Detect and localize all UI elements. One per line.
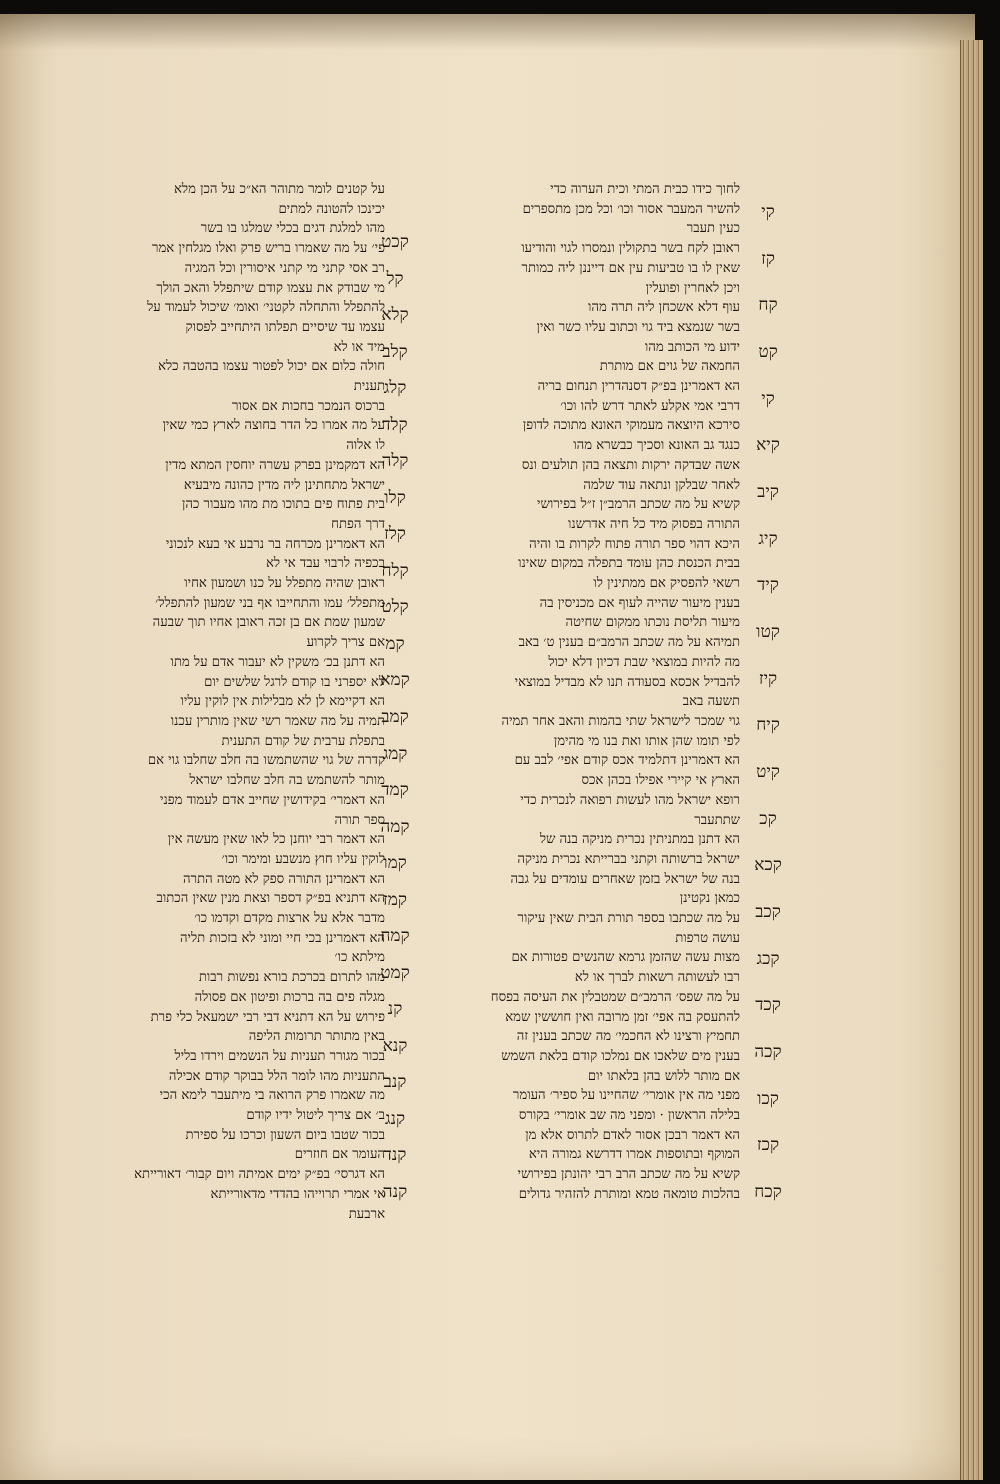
text-line: בית פתוח פים בתוכו מת מהו מעבור כהן — [181, 497, 385, 513]
text-line: בכפיה לרבוי עבד אי לא — [266, 556, 385, 572]
text-line: התעניות מהו לומר הלל בבוקר קודם אכילה — [168, 1068, 385, 1084]
text-line: קדרה של גוי שהשתמשו בה חלב שחלבו גוי אם — [147, 753, 385, 769]
text-line: בכור שטבו ביום השעון וכרכו על ספירת — [185, 1127, 385, 1143]
text-line: המוקף ובתוספות אמרו דדרשא גמורה היא — [528, 1147, 740, 1163]
text-line: עצמו עד שיסיים תפלתו היתחייב לפסוק — [185, 319, 385, 335]
text-line: החמאה של גוים אם מותרת — [599, 359, 740, 375]
text-line: הא דאמרינן מכרחה בר נרבע אי בעא לנכוני — [165, 536, 385, 552]
margin-number: קיא — [756, 435, 780, 456]
text-line: כנגד גב האונא וסכיך כבשרא מהו — [573, 438, 740, 454]
text-line: על מה אמרו כל הדר בחוצה לארץ כמי שאין — [162, 418, 385, 434]
margin-number: קכד — [755, 995, 781, 1016]
text-line: ברכוס הנמכר בחכות אם אסור — [232, 398, 385, 414]
margin-number: קיב — [757, 482, 779, 502]
text-line: בענין מיעור שהייה לעוף אם מכניסין בה — [539, 595, 740, 611]
text-line: הא דאמרי׳ בקידושין שחייב אדם לעמוד מפני — [160, 792, 385, 808]
margin-number: קמא — [380, 670, 410, 691]
text-line: תשעה באב — [682, 694, 740, 710]
text-line: מיעור תליסת נוכתו ממקום שחיטה — [565, 615, 740, 631]
margin-number: קכו — [757, 1088, 779, 1109]
margin-number: קמו — [383, 853, 407, 874]
margin-number: קכה — [754, 1042, 782, 1062]
margin-number: קכב — [755, 902, 781, 922]
margin-number: קנה — [382, 1182, 408, 1202]
text-line: רבו לעשותה רשאות לברך או לא — [574, 970, 740, 986]
text-line: אם מותר ללוש בהן בלאתו יום — [587, 1068, 740, 1084]
text-line: ויכן לאחרין ופועלין — [645, 280, 740, 296]
text-line: לאחר שבלקן ונתאה עוד שלמה — [583, 477, 740, 493]
text-line: הא דקיימא לן לא מבלילות אין לוקין עליו — [180, 694, 385, 710]
text-line: קשיא על מה שכתב הרמב״ן ז״ל בפירושי — [537, 497, 740, 513]
text-line: מהו למלגת דגים בכלי שמלגו בו בשר — [200, 221, 385, 237]
text-line: היכא דהוי ספר תורה פתוח לקרות בו והיה — [529, 536, 740, 552]
margin-number: קמה — [380, 816, 410, 837]
margin-number: קלג — [383, 378, 407, 399]
text-line: הא דאמר רבכן אסור לאדם לתרוס אלא מן — [525, 1127, 740, 1143]
margin-number: קי — [761, 388, 775, 409]
text-line: אשה שבדקה ירקות ותצאה בהן תולעים ונס — [521, 457, 740, 473]
text-line: אם צריך לקרוע — [306, 635, 385, 651]
text-line: אי אמרי תרוייהו בהדדי מדאורייתא — [210, 1186, 385, 1202]
margin-number: קכח — [754, 1182, 782, 1202]
margin-number: קלט — [381, 597, 409, 618]
text-line: מי שבודק את עצמו קודם שיתפלל והאכ הולך — [156, 280, 385, 296]
text-line: הא דמקמינן בפרק עשרה יוחסין המתא מדין — [165, 457, 385, 473]
text-line: יכינכו להטונה למתים — [278, 201, 385, 217]
margin-number: קכא — [754, 855, 782, 876]
text-line: מגלה פים בה ברכות ופיטון אם פסולה — [194, 989, 385, 1005]
text-line: מותר להשתמש בה חלב שחלבו ישראל — [189, 773, 385, 789]
text-line: בשר שנמצא ביד גוי וכתוב עליו כשר ואין — [536, 319, 740, 335]
margin-number: קלא — [381, 305, 409, 326]
margin-number: קכז — [756, 1135, 780, 1156]
text-line: שאין לו בו טביעות עין אם דייננן ליה כמותר — [521, 260, 740, 276]
text-line: הא דאמרינן דתלמיד אכס קודם אפי׳ לבב עם — [514, 753, 740, 769]
text-line: התורה בפסוק מיד כל חיה אדרשנו — [567, 516, 740, 532]
margin-number: קמד — [381, 780, 409, 801]
page-shadow — [0, 14, 975, 50]
text-line: עוף דלא אשכחן ליה תרה מהו — [587, 300, 740, 316]
text-line: תמיהא על מה שכתב הרמב״ם בענין ט׳ באב — [518, 635, 740, 651]
text-line: עושה טרפות — [675, 930, 740, 946]
text-line: שתתעבר — [694, 812, 740, 828]
text-line: ידוע מי הכותב מהו — [644, 339, 740, 355]
text-line: פי׳ על מה שאמרו בריש פרק ואלו מגלחין אמר — [152, 241, 385, 257]
text-line: הא דתנן במתניתין נכרית מניקה בנה של — [539, 832, 740, 848]
text-line: בתפלת ערבית של קודם התענית — [221, 733, 385, 749]
margin-number: קיד — [757, 575, 779, 596]
text-line: מה שאמרו פרק הרואה בי מיתעבר לימא הכי — [159, 1088, 385, 1104]
margin-number: קח — [758, 295, 778, 316]
text-line: מה להיות במוצאי שבת דכיון דלא יכול — [548, 654, 740, 670]
text-line: תחמיץ ורצינו לא החכמי׳ מה שכתב בענין זה — [516, 1029, 740, 1045]
margin-number: קט — [758, 342, 778, 362]
text-line: ארבעת — [348, 1206, 385, 1222]
margin-number: קלו — [384, 487, 406, 508]
text-line: הא דתנן בכ׳ משקין לא יעבור אדם על מתו — [170, 654, 385, 670]
text-line: רב אסי קתני מי קתני איסורין וכל המגיה — [184, 260, 385, 276]
margin-number: קמג — [382, 743, 408, 764]
margin-number: קי — [761, 202, 775, 222]
text-line: לא יספרני בו קודם לרגל שלשים יום — [204, 674, 385, 690]
text-line: גוי שמכר לישראל שתי בהמות והאב אחר תמיה — [501, 713, 740, 729]
margin-number: קלז — [384, 524, 406, 545]
text-line: ישראל מתחתינן ליה מדין כהונה מיבעיא — [183, 477, 385, 493]
text-line: להתפלל והתחלה לקטני׳ ואומ׳ שיכול לעמוד על — [147, 300, 385, 316]
text-line: מיד או לא — [333, 339, 385, 355]
margin-number: קמז — [383, 889, 407, 910]
text-line: בלילה הראשון · ומפני מה שב אומרי׳ בקורס — [518, 1108, 740, 1124]
text-line: העומר אם חוזרים — [294, 1147, 385, 1163]
text-line: מצות עשה שהזמן גרמא שהנשים פטורות אם — [511, 950, 740, 966]
text-line: תענית — [353, 379, 385, 395]
text-line: כעין תעבר — [686, 221, 740, 237]
margin-number: קמח — [380, 926, 410, 947]
margin-number: קז — [761, 248, 775, 269]
margin-number: קמט — [380, 962, 410, 983]
margin-number: קלב — [382, 341, 408, 362]
text-line: ב׳ אם צריך ליטול ידיו קודם — [246, 1108, 385, 1124]
margin-number: קיח — [756, 715, 780, 736]
text-line: מילתא כו׳ — [334, 950, 385, 966]
right-text-column — [450, 180, 740, 1205]
margin-number: קלד — [382, 414, 408, 435]
text-line: בבית הכנסת כהן עומד בתפלה במקום שאינו — [518, 556, 740, 572]
text-line: בענין מים שלאכו אם נמלכו קודם בלאת השמש — [501, 1048, 740, 1064]
margin-number: קיט — [756, 762, 780, 782]
text-line: סירכא היוצאה מעמוקי האונא מתוכה לדופן — [522, 418, 740, 434]
text-line: דרך הפתח — [331, 516, 385, 532]
text-line: הא דתניא בפ״ק דספר וצאת מנין שאין הכתוב — [156, 891, 385, 907]
text-line: מתפלל׳ עמו והתחייבו אף בני שמעון להתפלל׳ — [155, 595, 385, 611]
text-line: כמאן נקטינן — [679, 891, 740, 907]
text-line: שמעון שמת אם בן זכה ראובן אחיו תוך שבעה — [152, 615, 385, 631]
margin-number: קנג — [384, 1108, 406, 1129]
text-line: בנה של ישראל בזמן שאחרים עומדים על גבה — [510, 871, 740, 887]
margin-number: קלה — [381, 451, 409, 472]
text-line: לו אלוה — [346, 438, 385, 454]
left-text-column — [95, 180, 385, 1224]
text-line: להבדיל אכסא בסעודה תנו לא מבדיל במוצאי — [514, 674, 740, 690]
text-line: על מה שכתבו בספר תורת הבית שאין עיקור — [517, 911, 740, 927]
margin-number: קמ — [385, 633, 405, 654]
margin-number: קנא — [382, 1035, 408, 1056]
text-line: הא דאמרינן בפ״ק דסנהדרין תנחום בריה — [537, 379, 740, 395]
text-line: על מה שפס׳ הרמב״ם שמטבלין את העיסה בפסח — [490, 989, 740, 1005]
text-line: על קטנים לומר מתוהר הא״כ על הכן מלא — [174, 182, 385, 197]
text-line: להתעסק בה אפי׳ זמן מרובה ואין חוששין שמא — [505, 1009, 740, 1025]
margin-number: קנ — [387, 999, 403, 1020]
text-line: לחוך כידו כבית המתי וכית הערוה כדי — [550, 182, 740, 197]
margin-number: קמב — [381, 707, 409, 727]
text-line: מפני מה אין אומרי׳ שהחיינו על ספיר׳ העומר — [512, 1088, 740, 1104]
book-page-edges — [960, 40, 983, 1480]
text-line: הא דאמרינן התורה ספק לא מטה התרה — [183, 871, 385, 887]
text-line: רשאי להפסיק אם ממתינין לו — [593, 576, 740, 592]
margin-number: קנד — [383, 1145, 407, 1166]
margin-number: קיג — [758, 528, 778, 549]
margin-number: קיז — [758, 668, 778, 689]
text-line: בהלכות טומאה טמא ומותרת להזהיר גדולים — [518, 1186, 740, 1202]
text-line: מדבר אלא על ארצות מקדם וקדמו כו׳ — [194, 911, 385, 927]
margin-number: קלח — [381, 560, 409, 581]
text-line: רופא ישראל מהו לעשות רפואה לנכרית כדי — [520, 792, 740, 808]
text-line: להשיר המעבר אסור וכו׳ וכל מכן מתספרים — [522, 201, 740, 217]
text-line: ספר תורה — [334, 812, 385, 828]
text-line: הא דאמר רבי יוחנן כל לאו שאין מעשה אין — [167, 832, 385, 848]
text-line: הא דאמרינן בכי חיי ומוני לא בזכות תליה — [179, 930, 385, 946]
text-line: הא דגרסי׳ בפ״ק ימים אמיתה ויום קבור׳ דאורייתא — [134, 1167, 385, 1183]
text-line: לוקין עליו חוץ מנשבע ומימר וכו׳ — [221, 851, 385, 867]
text-line: קשיא על מה שכתב הרב רבי יהונתן בפירושי — [517, 1167, 740, 1183]
text-line: תמיה על מה שאמר רשי שאין מותרין עכנו — [170, 713, 385, 729]
margin-number: קטו — [756, 622, 780, 642]
text-line: פירוש על הא דתניא דבי רבי ישמעאל כלי פרת — [150, 1009, 385, 1025]
text-line: ראובן שהיה מתפלל על כנו ושמעון אחיו — [184, 576, 385, 592]
margin-number: קכט — [381, 232, 409, 252]
text-line: באין מתותר תרומות הליפה — [248, 1029, 385, 1045]
margin-number: קכ — [759, 808, 777, 829]
text-line: ישראל ברשותה וקתני בברייתא נכרית מניקה — [517, 851, 740, 867]
text-line: לפי תומו שהן אותו ואת בנו מי מהימן — [553, 733, 740, 749]
text-line: בכור מגורר תעניות על הנשמים וירדו בליל — [174, 1048, 385, 1064]
margin-number: קנב — [383, 1072, 407, 1093]
text-line: הארץ אי קיירי אפילו בכהן אכס — [581, 773, 740, 789]
text-line: דרבי אמי אקלע לאתר דרש להו וכו׳ — [560, 398, 740, 414]
margin-number: קכג — [756, 948, 780, 969]
text-line: ראובן לקח בשר בתקולין ונמסרו לגוי והודיעו — [521, 241, 740, 257]
margin-number: קל — [386, 268, 404, 289]
text-line: חולה כלום אם יכול לפטור עצמו בהטבה כלא — [158, 359, 385, 375]
text-line: מהו לתרום בכרכת בורא נפשות רבות — [198, 970, 385, 986]
